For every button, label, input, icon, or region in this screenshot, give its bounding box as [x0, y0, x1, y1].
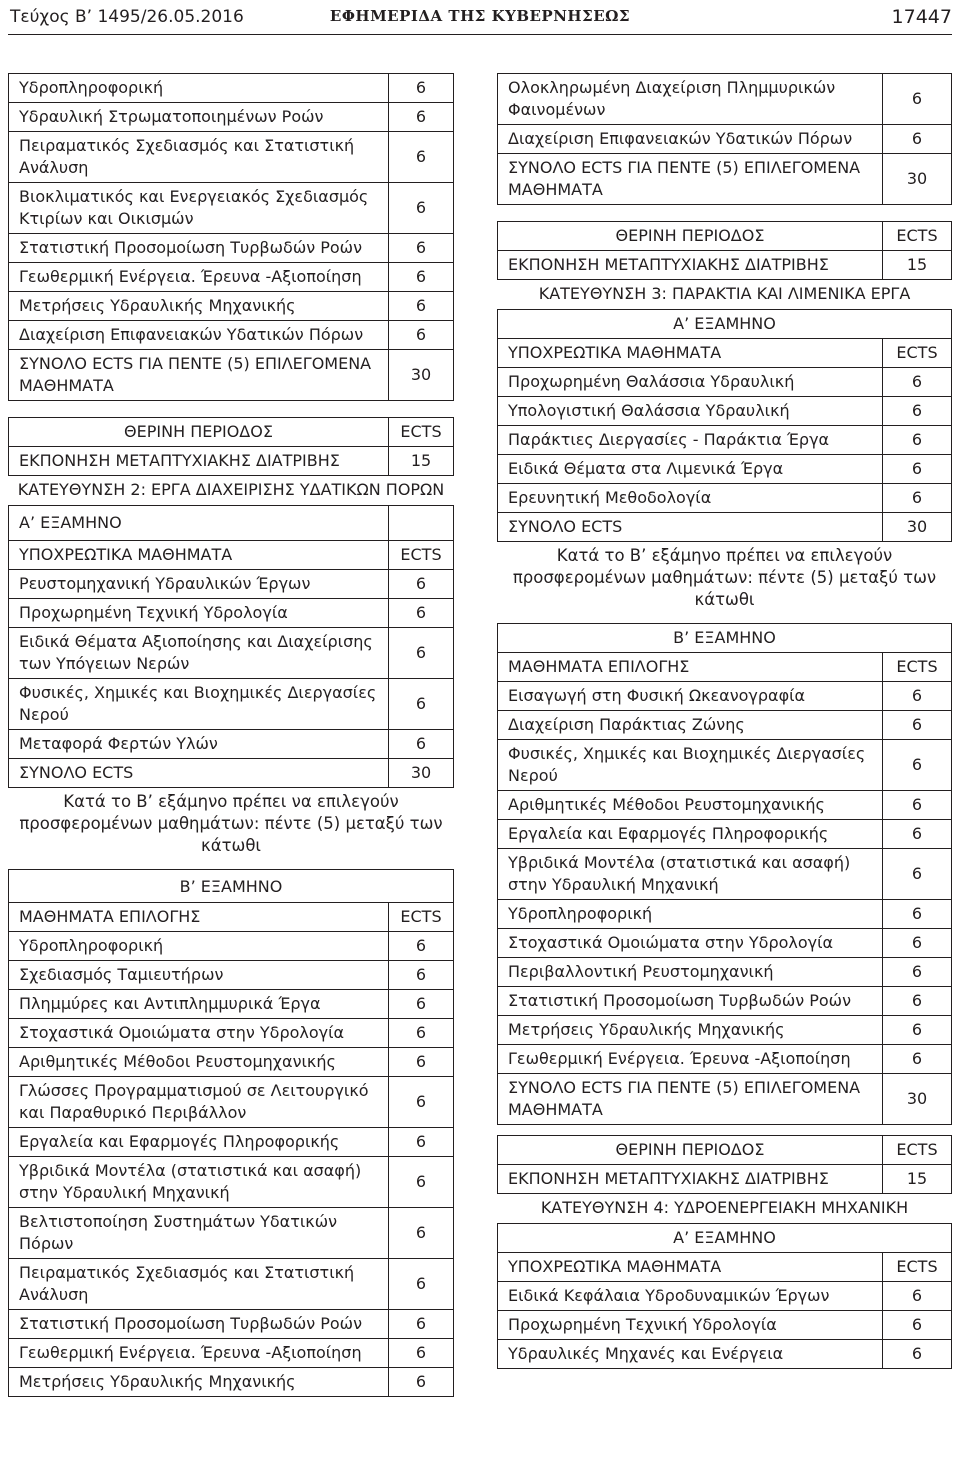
thesis-label: ΕΚΠΟΝΗΣΗ ΜΕΤΑΠΤΥΧΙΑΚΗΣ ΔΙΑΤΡΙΒΗΣ: [498, 1165, 883, 1194]
course-row: [498, 900, 952, 929]
course-row: [498, 740, 952, 791]
thesis-label: ΕΚΠΟΝΗΣΗ ΜΕΤΑΠΤΥΧΙΑΚΗΣ ΔΙΑΤΡΙΒΗΣ: [9, 447, 389, 476]
course-name: Μετρήσεις Υδραυλικής Μηχανικής: [9, 292, 389, 321]
course-row: [9, 132, 454, 183]
course-row: [9, 679, 454, 730]
course-name: Στοχαστικά Ομοιώματα στην Υδρολογία: [9, 1019, 389, 1048]
course-row: [9, 1368, 454, 1397]
course-name: ΣΥΝΟΛΟ ECTS ΓΙΑ ΠΕΝΤΕ (5) ΕΠΙΛΕΓΟΜΕΝΑ ΜΑΘΗΜΑΤΑ: [498, 154, 883, 205]
semester-title: Α’ ΕΞΑΜΗΝΟ: [498, 310, 952, 339]
course-ects: 6: [389, 932, 454, 961]
course-ects: 6: [883, 929, 952, 958]
course-row: [9, 1259, 454, 1310]
course-ects: 6: [389, 321, 454, 350]
course-ects: 6: [389, 183, 454, 234]
selection-note: Κατά το Β’ εξάμηνο πρέπει να επιλεγούν προσφερομένων μαθημάτων: πέντε (5) μεταξύ των κάτωθι: [512, 546, 937, 609]
course-name: Υδραυλικές Μηχανές και Ενέργεια: [498, 1340, 883, 1369]
course-row: [498, 682, 952, 711]
course-name: Εργαλεία και Εφαρμογές Πληροφορικής: [9, 1128, 389, 1157]
issue-number: Τεύχος Β’ 1495/26.05.2016: [10, 7, 244, 27]
course-row: [498, 426, 952, 455]
course-row: [498, 820, 952, 849]
thesis-ects: 15: [883, 1165, 952, 1194]
semester-b-table: [8, 869, 454, 1397]
course-ects: 6: [389, 1077, 454, 1128]
course-ects: 6: [883, 820, 952, 849]
page-header: [0, 0, 960, 34]
semester-a-table: [497, 309, 952, 542]
column-header: ΜΑΘΗΜΑΤΑ ΕΠΙΛΟΓΗΣ: [498, 653, 883, 682]
course-name: Πειραματικός Σχεδιασμός και Στατιστική Ανάλυση: [9, 132, 389, 183]
course-name: Παράκτιες Διεργασίες - Παράκτια Έργα: [498, 426, 883, 455]
column-header: ΥΠΟΧΡΕΩΤΙΚΑ ΜΑΘΗΜΑΤΑ: [498, 339, 883, 368]
ects-header: ECTS: [883, 339, 952, 368]
course-name: Προχωρημένη Θαλάσσια Υδραυλική: [498, 368, 883, 397]
course-row: [9, 292, 454, 321]
page-number: 17447: [891, 6, 952, 28]
course-row: [9, 263, 454, 292]
elective-courses-table: [8, 73, 454, 401]
column-header: ΥΠΟΧΡΕΩΤΙΚΑ ΜΑΘΗΜΑΤΑ: [9, 541, 389, 570]
course-name: Πειραματικός Σχεδιασμός και Στατιστική Ανάλυση: [9, 1259, 389, 1310]
course-row: [9, 570, 454, 599]
course-row: [498, 1045, 952, 1074]
course-ects: 30: [883, 513, 952, 542]
selection-note: Κατά το Β’ εξάμηνο πρέπει να επιλεγούν προσφερομένων μαθημάτων: πέντε (5) μεταξύ των κάτωθι: [19, 792, 443, 855]
course-ects: 6: [389, 628, 454, 679]
course-name: Περιβαλλοντική Ρευστομηχανική: [498, 958, 883, 987]
ects-header: ECTS: [389, 903, 454, 932]
course-ects: 6: [389, 103, 454, 132]
thesis-ects: 15: [883, 251, 952, 280]
course-name: Υπολογιστική Θαλάσσια Υδραυλική: [498, 397, 883, 426]
course-name: ΣΥΝΟΛΟ ECTS: [498, 513, 883, 542]
course-name: Φυσικές, Χημικές και Βιοχημικές Διεργασίες Νερού: [498, 740, 883, 791]
course-name: Προχωρημένη Τεχνική Υδρολογία: [498, 1311, 883, 1340]
course-ects: 6: [883, 1016, 952, 1045]
course-ects: 6: [389, 292, 454, 321]
course-row: [9, 932, 454, 961]
semester-title: Β’ ΕΞΑΜΗΝΟ: [498, 624, 952, 653]
course-ects: 6: [883, 711, 952, 740]
course-ects: 6: [883, 791, 952, 820]
course-ects: 6: [389, 74, 454, 103]
course-name: Ερευνητική Μεθοδολογία: [498, 484, 883, 513]
course-ects: 6: [389, 730, 454, 759]
course-row: [9, 1128, 454, 1157]
course-ects: 6: [389, 1208, 454, 1259]
course-row: [498, 484, 952, 513]
summer-period-label: ΘΕΡΙΝΗ ΠΕΡΙΟΔΟΣ: [9, 418, 389, 447]
gazette-title: ΕΦΗΜΕΡΙΔΑ ΤΗΣ ΚΥΒΕΡΝΗΣΕΩΣ: [329, 7, 631, 25]
course-name: Στοχαστικά Ομοιώματα στην Υδρολογία: [498, 929, 883, 958]
course-name: ΣΥΝΟΛΟ ECTS: [9, 759, 389, 788]
course-name: Βιοκλιματικός και Ενεργειακός Σχεδιασμός Κτιρίων και Οικισμών: [9, 183, 389, 234]
course-row: [9, 321, 454, 350]
semester-a-table: [8, 505, 454, 788]
course-row: [498, 455, 952, 484]
column-header: ΥΠΟΧΡΕΩΤΙΚΑ ΜΑΘΗΜΑΤΑ: [498, 1253, 883, 1282]
course-row: [9, 103, 454, 132]
course-row: [9, 730, 454, 759]
course-ects: 6: [883, 1282, 952, 1311]
elective-courses-table: [497, 73, 952, 205]
course-ects: 30: [883, 1074, 952, 1125]
left-column: [8, 73, 454, 1397]
column-header: ΜΑΘΗΜΑΤΑ ΕΠΙΛΟΓΗΣ: [9, 903, 389, 932]
summer-period-label: ΘΕΡΙΝΗ ΠΕΡΙΟΔΟΣ: [498, 1136, 883, 1165]
ects-label: ECTS: [883, 222, 952, 251]
course-ects: 6: [389, 961, 454, 990]
direction-heading: ΚΑΤΕΥΘΥΝΣΗ 2: ΕΡΓΑ ΔΙΑΧΕΙΡΙΣΗΣ ΥΔΑΤΙΚΩΝ ΠΟΡΩΝ: [17, 480, 445, 499]
ects-header: ECTS: [389, 541, 454, 570]
thesis-label: ΕΚΠΟΝΗΣΗ ΜΕΤΑΠΤΥΧΙΑΚΗΣ ΔΙΑΤΡΙΒΗΣ: [498, 251, 883, 280]
course-name: Υβριδικά Μοντέλα (στατιστικά και ασαφή) στην Υδραυλική Μηχανική: [498, 849, 883, 900]
course-name: Εισαγωγή στη Φυσική Ωκεανογραφία: [498, 682, 883, 711]
course-name: Πλημμύρες και Αντιπλημμυρικά Έργα: [9, 990, 389, 1019]
semester-title: Α’ ΕΞΑΜΗΝΟ: [9, 506, 389, 541]
summer-period-table: [497, 1135, 952, 1194]
thesis-ects: 15: [389, 447, 454, 476]
course-ects: 6: [389, 599, 454, 628]
course-ects: 6: [389, 1310, 454, 1339]
semester-title: Α’ ΕΞΑΜΗΝΟ: [498, 1224, 952, 1253]
course-row: [498, 929, 952, 958]
course-row: [498, 1282, 952, 1311]
course-name: Υδροπληροφορική: [498, 900, 883, 929]
course-row: [498, 1311, 952, 1340]
course-row: [498, 987, 952, 1016]
course-row: [498, 74, 952, 125]
course-name: Στατιστική Προσομοίωση Τυρβωδών Ροών: [9, 234, 389, 263]
summer-period-table: [497, 221, 952, 280]
course-ects: 6: [883, 682, 952, 711]
course-row: [9, 1077, 454, 1128]
course-name: Βελτιστοποίηση Συστημάτων Υδατικών Πόρων: [9, 1208, 389, 1259]
course-row: [498, 513, 952, 542]
course-row: [498, 711, 952, 740]
course-row: [498, 791, 952, 820]
course-name: Υδραυλική Στρωματοποιημένων Ροών: [9, 103, 389, 132]
course-ects: 6: [389, 132, 454, 183]
course-ects: 6: [883, 740, 952, 791]
course-name: Στατιστική Προσομοίωση Τυρβωδών Ροών: [498, 987, 883, 1016]
course-ects: 6: [883, 397, 952, 426]
course-row: [498, 368, 952, 397]
ects-label: ECTS: [389, 418, 454, 447]
course-name: Προχωρημένη Τεχνική Υδρολογία: [9, 599, 389, 628]
course-ects: 6: [883, 74, 952, 125]
course-name: Διαχείριση Επιφανειακών Υδατικών Πόρων: [9, 321, 389, 350]
course-row: [9, 1208, 454, 1259]
course-name: Γεωθερμική Ενέργεια. Έρευνα -Αξιοποίηση: [9, 1339, 389, 1368]
summer-period-table: [8, 417, 454, 476]
semester-a-table: [497, 1223, 952, 1369]
course-name: Ολοκληρωμένη Διαχείριση Πλημμυρικών Φαινομένων: [498, 74, 883, 125]
course-row: [9, 628, 454, 679]
course-ects: 6: [389, 1368, 454, 1397]
course-ects: 6: [883, 1045, 952, 1074]
course-name: Διαχείριση Παράκτιας Ζώνης: [498, 711, 883, 740]
course-row: [9, 1339, 454, 1368]
course-name: Γεωθερμική Ενέργεια. Έρευνα -Αξιοποίηση: [498, 1045, 883, 1074]
course-row: [9, 1310, 454, 1339]
course-ects: 6: [883, 1340, 952, 1369]
course-row: [498, 1016, 952, 1045]
course-ects: 6: [883, 368, 952, 397]
course-name: Μεταφορά Φερτών Υλών: [9, 730, 389, 759]
course-row: [9, 759, 454, 788]
course-ects: 6: [389, 234, 454, 263]
course-row: [9, 599, 454, 628]
course-ects: 6: [883, 455, 952, 484]
course-name: Αριθμητικές Μέθοδοι Ρευστομηχανικής: [9, 1048, 389, 1077]
course-ects: 6: [883, 958, 952, 987]
semester-b-table: [497, 623, 952, 1125]
course-name: Υδροπληροφορική: [9, 932, 389, 961]
course-ects: 6: [883, 849, 952, 900]
course-row: [9, 183, 454, 234]
course-row: [498, 1340, 952, 1369]
course-row: [498, 1074, 952, 1125]
right-column: [497, 73, 952, 1369]
direction-heading: ΚΑΤΕΥΘΥΝΣΗ 4: ΥΔΡΟΕΝΕΡΓΕΙΑΚΗ ΜΗΧΑΝΙΚΗ: [540, 1198, 909, 1217]
summer-period-label: ΘΕΡΙΝΗ ΠΕΡΙΟΔΟΣ: [498, 222, 883, 251]
course-name: Υβριδικά Μοντέλα (στατιστικά και ασαφή) στην Υδραυλική Μηχανική: [9, 1157, 389, 1208]
course-ects: 6: [883, 426, 952, 455]
course-row: [9, 1019, 454, 1048]
course-ects: 6: [389, 679, 454, 730]
course-ects: 6: [883, 1311, 952, 1340]
ects-header: ECTS: [883, 1253, 952, 1282]
course-name: Γεωθερμική Ενέργεια. Έρευνα -Αξιοποίηση: [9, 263, 389, 292]
course-name: Ειδικά Θέματα Αξιοποίησης και Διαχείρισης των Υπόγειων Νερών: [9, 628, 389, 679]
course-ects: 6: [389, 990, 454, 1019]
course-name: Ειδικά Θέματα στα Λιμενικά Έργα: [498, 455, 883, 484]
course-name: Σχεδιασμός Ταμιευτήρων: [9, 961, 389, 990]
course-ects: 30: [389, 350, 454, 401]
course-name: Μετρήσεις Υδραυλικής Μηχανικής: [498, 1016, 883, 1045]
course-ects: 6: [389, 570, 454, 599]
course-name: Ρευστομηχανική Υδραυλικών Έργων: [9, 570, 389, 599]
course-row: [9, 1048, 454, 1077]
course-ects: 6: [389, 1339, 454, 1368]
course-name: Αριθμητικές Μέθοδοι Ρευστομηχανικής: [498, 791, 883, 820]
semester-title: Β’ ΕΞΑΜΗΝΟ: [9, 870, 454, 903]
course-name: Γλώσσες Προγραμματισμού σε Λειτουργικό και Παραθυρικό Περιβάλλον: [9, 1077, 389, 1128]
course-ects: 6: [389, 1128, 454, 1157]
course-ects: 30: [883, 154, 952, 205]
course-name: Υδροπληροφορική: [9, 74, 389, 103]
course-name: Εργαλεία και Εφαρμογές Πληροφορικής: [498, 820, 883, 849]
course-ects: 6: [389, 263, 454, 292]
course-row: [9, 350, 454, 401]
course-name: ΣΥΝΟΛΟ ECTS ΓΙΑ ΠΕΝΤΕ (5) ΕΠΙΛΕΓΟΜΕΝΑ ΜΑΘΗΜΑΤΑ: [498, 1074, 883, 1125]
header-rule: [8, 34, 952, 35]
ects-label: ECTS: [883, 1136, 952, 1165]
course-name: Διαχείριση Επιφανειακών Υδατικών Πόρων: [498, 125, 883, 154]
course-ects: 30: [389, 759, 454, 788]
course-name: ΣΥΝΟΛΟ ECTS ΓΙΑ ΠΕΝΤΕ (5) ΕΠΙΛΕΓΟΜΕΝΑ ΜΑΘΗΜΑΤΑ: [9, 350, 389, 401]
course-row: [498, 154, 952, 205]
course-ects: 6: [883, 484, 952, 513]
course-name: Ειδικά Κεφάλαια Υδροδυναμικών Έργων: [498, 1282, 883, 1311]
course-ects: 6: [389, 1157, 454, 1208]
course-name: Μετρήσεις Υδραυλικής Μηχανικής: [9, 1368, 389, 1397]
course-row: [9, 961, 454, 990]
course-row: [498, 958, 952, 987]
course-row: [498, 397, 952, 426]
course-ects: 6: [883, 125, 952, 154]
course-row: [9, 990, 454, 1019]
course-ects: 6: [883, 900, 952, 929]
course-row: [498, 125, 952, 154]
course-row: [498, 849, 952, 900]
course-ects: 6: [389, 1019, 454, 1048]
ects-header: ECTS: [883, 653, 952, 682]
direction-heading: ΚΑΤΕΥΘΥΝΣΗ 3: ΠΑΡΑΚΤΙΑ ΚΑΙ ΛΙΜΕΝΙΚΑ ΕΡΓΑ: [538, 284, 911, 303]
course-row: [9, 1157, 454, 1208]
course-row: [9, 234, 454, 263]
course-ects: 6: [389, 1048, 454, 1077]
course-row: [9, 74, 454, 103]
course-ects: 6: [389, 1259, 454, 1310]
course-ects: 6: [883, 987, 952, 1016]
course-name: Στατιστική Προσομοίωση Τυρβωδών Ροών: [9, 1310, 389, 1339]
course-name: Φυσικές, Χημικές και Βιοχημικές Διεργασίες Νερού: [9, 679, 389, 730]
